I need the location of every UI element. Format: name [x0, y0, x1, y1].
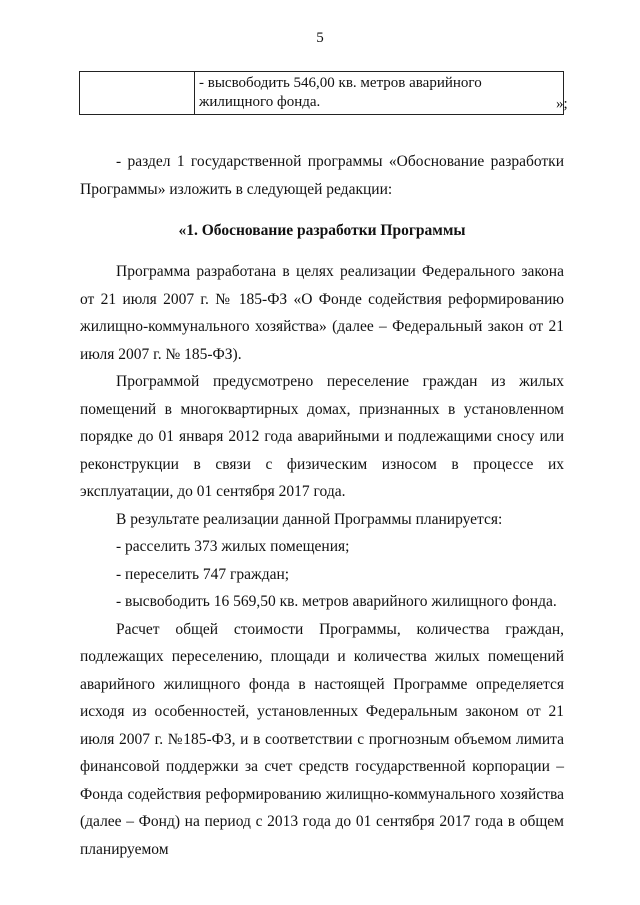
closing-quote: »;	[556, 96, 568, 112]
paragraph-results-intro: В результате реализации данной Программы планируется:	[116, 510, 503, 528]
intro-paragraph: - раздел 1 государственной программы «Обоснование разработки Программы» изложить в следующей редакции:	[80, 153, 564, 198]
page-number: 5	[316, 30, 324, 46]
paragraph-purpose: Программа разработана в целях реализации Федерального закона от 21 июля 2007 г. № 185-ФЗ «О Фонде содействия реформированию жилищно-коммунального хозяйства» (далее – Федеральный закон от 21 июля 2007 г. № 185-ФЗ).	[80, 263, 564, 363]
body-text	[80, 258, 564, 863]
intro-block	[80, 148, 564, 203]
list-item: - высвободить 16 569,50 кв. метров аварийного жилищного фонда.	[116, 593, 557, 610]
table-cell-release-fund: - высвободить 546,00 кв. метров аварийного жилищного фонда.	[195, 72, 564, 115]
section-heading: «1. Обоснование разработки Программы	[178, 222, 466, 239]
list-item: - переселить 747 граждан;	[116, 565, 290, 583]
continuation-table	[79, 71, 564, 115]
paragraph-resettlement: Программой предусмотрено переселение граждан из жилых помещений в многоквартирных домах, признанных в установленном порядке до 01 января 2012 года аварийными и подлежащими сносу или реконструкции в связи с физическим износом в процессе их эксплуатации, до 01 сентября 2017 года.	[80, 373, 564, 500]
table-cell-empty	[80, 72, 195, 115]
paragraph-cost-calculation: Расчет общей стоимости Программы, количества граждан, подлежащих переселению, площади и количества жилых помещений аварийного жилищного фонда в настоящей Программе определяется исходя из особенностей, установленных Федеральным законом от 21 июля 2007 г. №185-ФЗ, и в соответствии с прогнозным объемом лимита финансовой поддержки за счет средств государственной корпорации – Фонда содействия реформированию жилищно-коммунального хозяйства (далее – Фонд) на период с 2013 года до 01 сентября 2017 года в общем планируемом	[80, 620, 564, 858]
table-row	[80, 72, 564, 115]
list-item: - расселить 373 жилых помещения;	[116, 538, 350, 555]
